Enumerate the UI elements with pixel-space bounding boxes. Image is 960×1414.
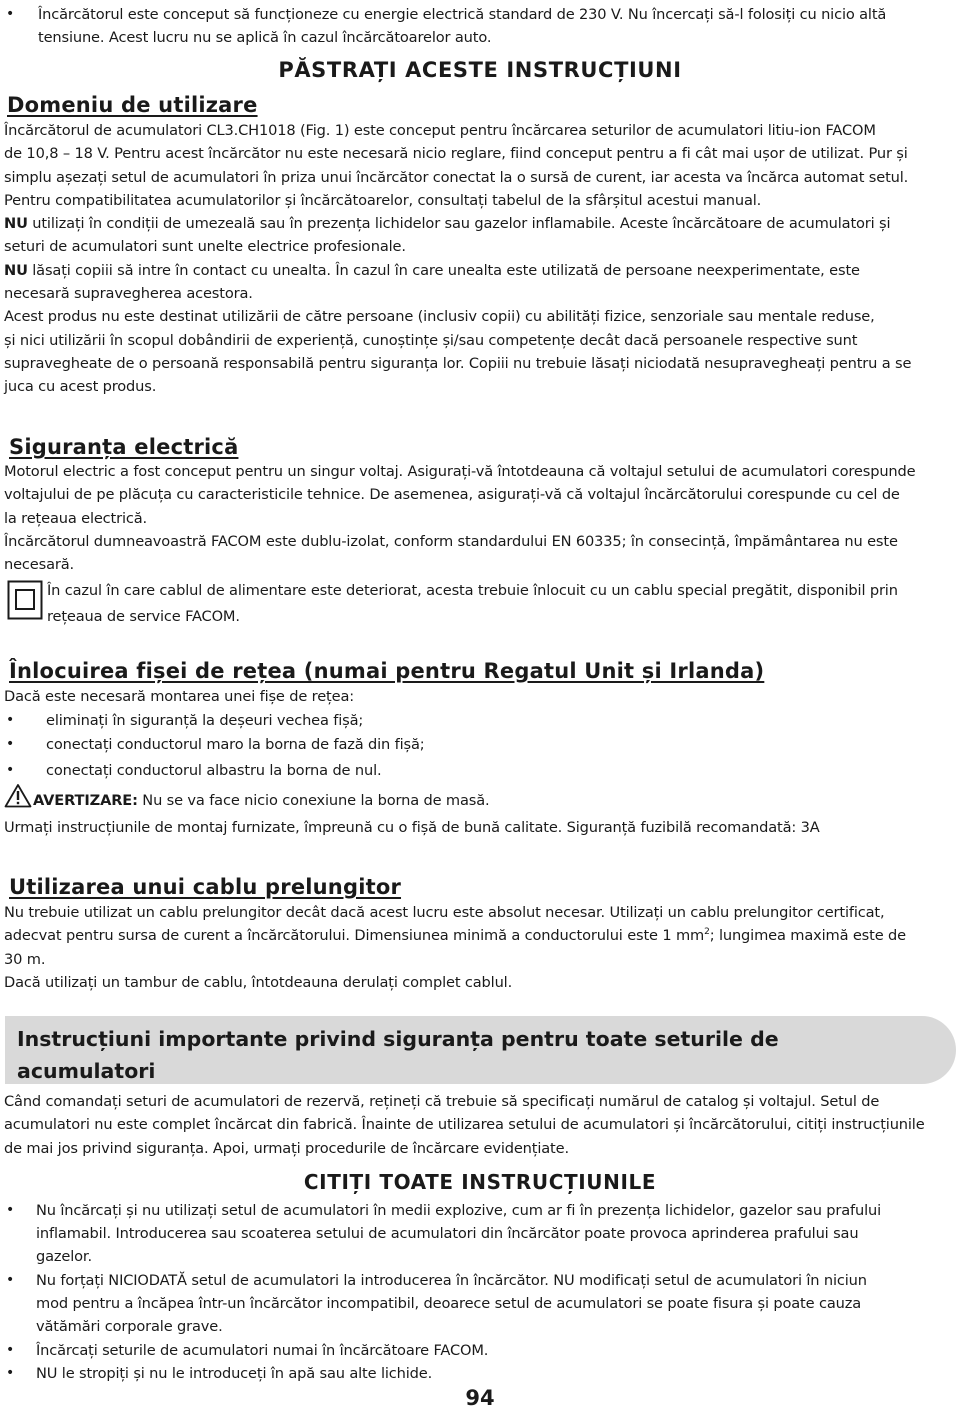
list-item-text: Nu încărcați și nu utilizați setul de acumulatori în medii explozive, cum ar fi în prezența lichidelor, gazelor sau prafului bbox=[36, 1202, 882, 1219]
keep-instructions-heading: PĂSTRAȚI ACESTE INSTRUCȚIUNI bbox=[278, 58, 682, 82]
product-line: și nici utilizării în scopul dobândirii de experiență, cunoștințe și/sau competențe decât dacă persoanele respective sunt bbox=[4, 331, 858, 349]
bullet-dot: • bbox=[6, 736, 15, 752]
domeniu-text bbox=[4, 119, 959, 399]
prelungitor-line: Dacă utilizați un tambur de cablu, întotdeauna derulați complet cablul. bbox=[4, 973, 513, 991]
warning-label: AVERTIZARE: bbox=[33, 792, 138, 809]
nu-paragraph-1-cont: seturi de acumulatori sunt unelte electrice profesionale. bbox=[4, 238, 406, 256]
domeniu-line: simplu așezați setul de acumulatori în priza unui încărcător conectat la o sursă de curent, iar acesta va încărca automat setul. bbox=[4, 168, 909, 186]
bullet-dot: • bbox=[6, 1272, 15, 1288]
prelungitor-line-part: ; lungimea maximă este de bbox=[709, 927, 906, 945]
list-item-text: eliminați în siguranță la deșeuri vechea fișă; bbox=[46, 712, 364, 729]
siguranta-line: necesară. bbox=[4, 556, 75, 574]
importante-line: Când comandați seturi de acumulatori de rezervă, rețineți că trebuie să specificați numărul de catalog și voltajul. Setul de bbox=[4, 1093, 880, 1110]
list-item-text: conectați conductorul maro la borna de fază din fișă; bbox=[46, 736, 425, 753]
superscript: 2 bbox=[704, 927, 710, 938]
intro-line-2: tensiune. Acest lucru nu se aplică în cazul încărcătoarelor auto. bbox=[38, 29, 492, 46]
warning-line bbox=[33, 789, 490, 812]
cable-line: rețeaua de service FACOM. bbox=[47, 608, 240, 626]
siguranta-line: voltajului de pe plăcuța cu caracteristicile tehnice. De asemenea, asigurați-vă că voltajul încărcătorului corespunde cu cel de bbox=[4, 486, 900, 504]
page-number: 94 bbox=[465, 1386, 495, 1410]
cable-line: În cazul în care cablul de alimentare este deteriorat, acesta trebuie înlocuit cu un cablu special pregătit, disponibil prin bbox=[47, 582, 898, 599]
double-insulation-icon bbox=[7, 580, 43, 620]
inlocuirea-intro: Dacă este necesară montarea unei fișe de rețea: bbox=[4, 688, 354, 705]
nu-paragraph-1 bbox=[4, 212, 959, 235]
list-item-text: NU le stropiți și nu le introduceți în apă sau alte lichide. bbox=[36, 1365, 433, 1382]
list-item-text: gazelor. bbox=[36, 1248, 92, 1265]
domeniu-line: de 10,8 – 18 V. Pentru acest încărcător nu este necesară nicio reglare, fiind conceput pentru a fi cât mai ușor de utilizat. Pur și bbox=[4, 145, 908, 163]
product-line: supravegheate de o persoană responsabilă pentru siguranța lor. Copiii nu trebuie lăsați niciodată nesupravegheați pentru a se bbox=[4, 354, 912, 372]
list-item-text: conectați conductorul albastru la borna de nul. bbox=[46, 762, 382, 779]
product-line: juca cu acest produs. bbox=[4, 378, 157, 396]
section-title-inlocuirea: Înlocuirea fișei de rețea (numai pentru Regatul Unit și Irlanda) bbox=[9, 659, 765, 683]
nu-bold: NU bbox=[4, 261, 28, 279]
list-item-text: mod pentru a încăpea într-un încărcător incompatibil, deoarece setul de acumulatori se poate fisura și poate cauza bbox=[36, 1295, 862, 1312]
read-all-heading: CITIȚI TOATE INSTRUCȚIUNILE bbox=[303, 1170, 657, 1194]
intro-line-1: Încărcătorul este conceput să funcționeze cu energie electrică standard de 230 V. Nu încercați să-l folosiți cu nicio altă bbox=[38, 6, 887, 23]
banner-title bbox=[17, 1024, 917, 1086]
nu-text: utilizați în condiții de umezeală sau în prezența lichidelor sau gazelor inflamabile. Aceste încărcătoare de acumulatori și bbox=[27, 215, 891, 233]
bullet-dot: • bbox=[6, 1202, 15, 1218]
list-item-text: Încărcați seturile de acumulatori numai în încărcătoare FACOM. bbox=[36, 1342, 489, 1359]
list-item-text: Nu forțați NICIODATĂ setul de acumulatori la introducerea în încărcător. NU modificați setul de acumulatori în niciun bbox=[36, 1272, 867, 1289]
prelungitor-line bbox=[4, 924, 959, 947]
domeniu-line: Pentru compatibilitatea acumulatorilor și încărcătoarelor, consultați tabelul de la sfârșitul acestui manual. bbox=[4, 191, 762, 209]
warning-text: Nu se va face nicio conexiune la borna de masă. bbox=[137, 792, 490, 809]
nu-paragraph-2 bbox=[4, 259, 959, 282]
banner-title-line: Instrucțiuni importante privind siguranța pentru toate seturile de bbox=[17, 1027, 779, 1051]
bullet-dot: • bbox=[6, 762, 15, 778]
prelungitor-line: 30 m. bbox=[4, 950, 46, 968]
importante-text bbox=[4, 1090, 959, 1160]
siguranta-line: Motorul electric a fost conceput pentru un singur voltaj. Asigurați-vă întotdeauna că voltajul setului de acumulatori corespunde bbox=[4, 463, 916, 480]
nu-bold: NU bbox=[4, 215, 28, 233]
section-title-prelungitor: Utilizarea unui cablu prelungitor bbox=[9, 875, 402, 899]
bullet-dot: • bbox=[6, 6, 15, 22]
product-line: Acest produs nu este destinat utilizării de către persoane (inclusiv copii) cu abilități fizice, senzoriale sau mentale reduse, bbox=[4, 308, 875, 326]
nu-paragraph-2-cont: necesară supravegherea acestora. bbox=[4, 285, 253, 303]
prelungitor-line-part: adecvat pentru sursa de curent a încărcătorului. Dimensiunea minimă a conductorului este 1 mm bbox=[4, 927, 705, 945]
importante-line: de mai jos privind siguranța. Apoi, urmați procedurile de încărcare evidențiate. bbox=[4, 1139, 569, 1157]
siguranta-line: la rețeaua electrică. bbox=[4, 509, 148, 527]
bullet-dot: • bbox=[6, 1342, 15, 1358]
follow-instructions: Urmați instrucțiunile de montaj furnizate, împreună cu o fișă de bună calitate. Siguranță fuzibilă recomandată: 3A bbox=[4, 819, 820, 836]
bullet-dot: • bbox=[6, 712, 15, 728]
prelungitor-text bbox=[4, 901, 959, 994]
siguranta-line: Încărcătorul dumneavoastră FACOM este dublu-izolat, conform standardului EN 60335; în consecință, împământarea nu este bbox=[4, 532, 898, 550]
domeniu-line: Încărcătorul de acumulatori CL3.CH1018 (Fig. 1) este conceput pentru încărcarea seturilor de acumulatori litiu-ion FACOM bbox=[4, 122, 876, 139]
siguranta-text bbox=[4, 460, 959, 576]
cable-warning-text bbox=[47, 579, 957, 629]
list-item-text: vătămări corporale grave. bbox=[36, 1318, 223, 1335]
section-title-domeniu: Domeniu de utilizare bbox=[7, 93, 258, 117]
nu-text: lăsați copiii să intre în contact cu unealta. În cazul în care unealta este utilizată de persoane neexperimentate, este bbox=[27, 261, 860, 279]
banner-title-line: acumulatori bbox=[17, 1059, 156, 1083]
warning-triangle-icon bbox=[4, 783, 32, 808]
importante-line: acumulatori nu este complet încărcat din fabrică. Înainte de utilizarea setului de acumulatori și încărcătorului, citiți instrucțiunile bbox=[4, 1116, 925, 1134]
section-title-siguranta: Siguranța electrică bbox=[9, 435, 239, 459]
important-banner bbox=[5, 1016, 956, 1084]
list-item-text: inflamabil. Introducerea sau scoaterea setului de acumulatori din încărcător poate provoca aprinderea prafului sau bbox=[36, 1225, 859, 1242]
bullet-dot: • bbox=[6, 1365, 15, 1381]
prelungitor-line: Nu trebuie utilizat un cablu prelungitor decât dacă acest lucru este absolut necesar. Utilizați un cablu prelungitor certificat, bbox=[4, 904, 885, 921]
